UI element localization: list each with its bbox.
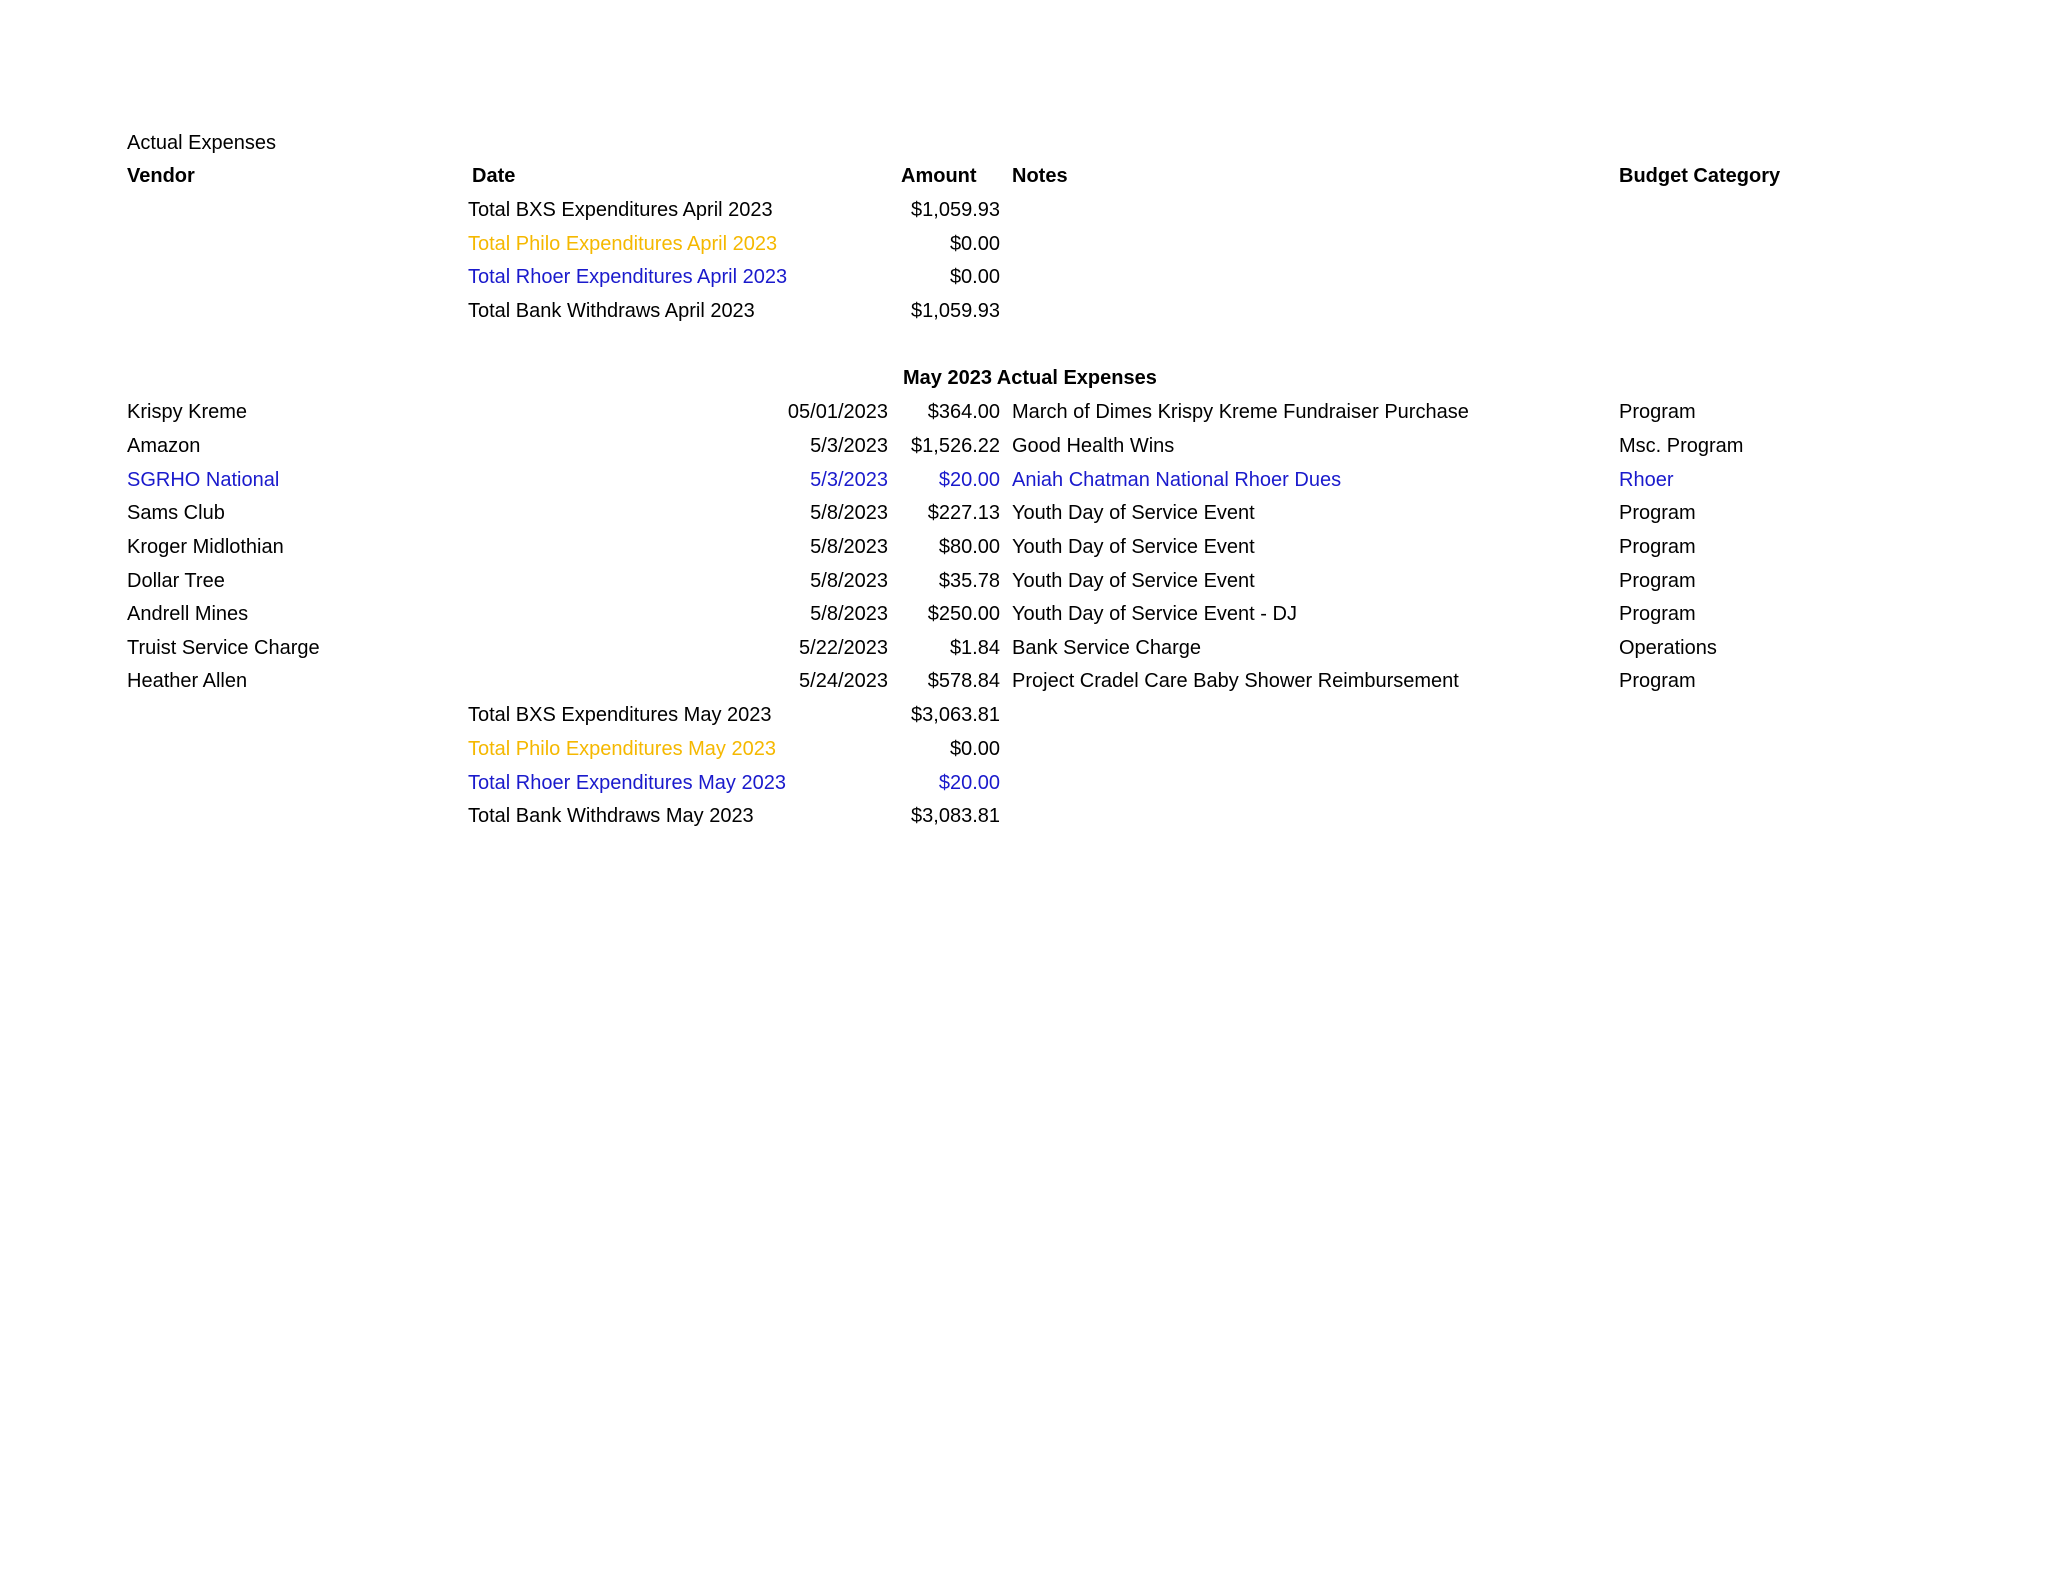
april-total-amount: $1,059.93 — [911, 199, 1000, 221]
row-notes: Youth Day of Service Event - DJ — [1012, 603, 1297, 625]
row-category: Program — [1619, 502, 1696, 524]
row-vendor: Truist Service Charge — [127, 637, 320, 659]
april-total-amount: $0.00 — [949, 266, 1000, 288]
row-vendor: Andrell Mines — [127, 603, 249, 625]
may-total-label: Total Rhoer Expenditures May 2023 — [468, 772, 786, 794]
row-amount: $578.84 — [927, 670, 1000, 692]
row-notes: March of Dimes Krispy Kreme Fundraiser Purchase — [1012, 401, 1469, 423]
row-category: Program — [1619, 570, 1696, 592]
row-vendor: Kroger Midlothian — [127, 536, 284, 558]
row-vendor: Krispy Kreme — [127, 401, 248, 423]
row-date: 5/8/2023 — [810, 570, 888, 592]
may-total-amount: $0.00 — [949, 738, 1000, 760]
row-notes: Aniah Chatman National Rhoer Dues — [1012, 469, 1342, 491]
header-amount: Amount — [901, 165, 977, 187]
row-amount: $227.13 — [927, 502, 1000, 524]
row-category: Program — [1619, 536, 1696, 558]
row-category: Program — [1619, 603, 1696, 625]
row-amount: $1.84 — [949, 637, 1000, 659]
row-amount: $250.00 — [927, 603, 1000, 625]
row-date: 5/8/2023 — [810, 603, 888, 625]
row-amount: $35.78 — [938, 570, 1000, 592]
row-notes: Youth Day of Service Event — [1012, 536, 1255, 558]
april-total-label: Total Rhoer Expenditures April 2023 — [468, 266, 788, 288]
sheet-title: Actual Expenses — [127, 132, 276, 154]
row-vendor: Sams Club — [127, 502, 225, 524]
row-category: Operations — [1619, 637, 1717, 659]
may-total-label: Total Bank Withdraws May 2023 — [468, 805, 754, 827]
row-amount: $364.00 — [927, 401, 1000, 423]
may-total-amount: $20.00 — [938, 772, 1000, 794]
row-notes: Project Cradel Care Baby Shower Reimbursement — [1012, 670, 1459, 692]
april-total-amount: $1,059.93 — [911, 300, 1000, 322]
row-date: 05/01/2023 — [787, 401, 888, 423]
row-date: 5/3/2023 — [810, 435, 888, 457]
row-date: 5/24/2023 — [799, 670, 888, 692]
row-notes: Bank Service Charge — [1012, 637, 1201, 659]
header-vendor: Vendor — [127, 165, 195, 187]
row-notes: Youth Day of Service Event — [1012, 502, 1255, 524]
row-notes: Good Health Wins — [1012, 435, 1175, 457]
row-category: Rhoer — [1619, 469, 1674, 491]
row-date: 5/22/2023 — [799, 637, 888, 659]
row-date: 5/8/2023 — [810, 536, 888, 558]
header-budget-category: Budget Category — [1619, 165, 1781, 187]
row-category: Program — [1619, 670, 1696, 692]
row-vendor: Dollar Tree — [127, 570, 225, 592]
may-total-amount: $3,063.81 — [911, 704, 1000, 726]
april-total-label: Total Philo Expenditures April 2023 — [468, 233, 778, 255]
row-date: 5/8/2023 — [810, 502, 888, 524]
may-total-label: Total Philo Expenditures May 2023 — [468, 738, 776, 760]
header-date: Date — [472, 165, 516, 187]
row-vendor: SGRHO National — [127, 469, 280, 491]
row-amount: $80.00 — [938, 536, 1000, 558]
row-date: 5/3/2023 — [810, 469, 888, 491]
row-amount: $1,526.22 — [911, 435, 1000, 457]
april-total-label: Total BXS Expenditures April 2023 — [468, 199, 773, 221]
row-vendor: Heather Allen — [127, 670, 248, 692]
row-category: Msc. Program — [1619, 435, 1744, 457]
may-total-amount: $3,083.81 — [911, 805, 1000, 827]
row-amount: $20.00 — [938, 469, 1000, 491]
may-section-title: May 2023 Actual Expenses — [903, 367, 1157, 389]
row-category: Program — [1619, 401, 1696, 423]
header-notes: Notes — [1012, 165, 1068, 187]
april-total-amount: $0.00 — [949, 233, 1000, 255]
row-notes: Youth Day of Service Event — [1012, 570, 1255, 592]
april-total-label: Total Bank Withdraws April 2023 — [468, 300, 755, 322]
row-vendor: Amazon — [127, 435, 201, 457]
may-total-label: Total BXS Expenditures May 2023 — [468, 704, 772, 726]
